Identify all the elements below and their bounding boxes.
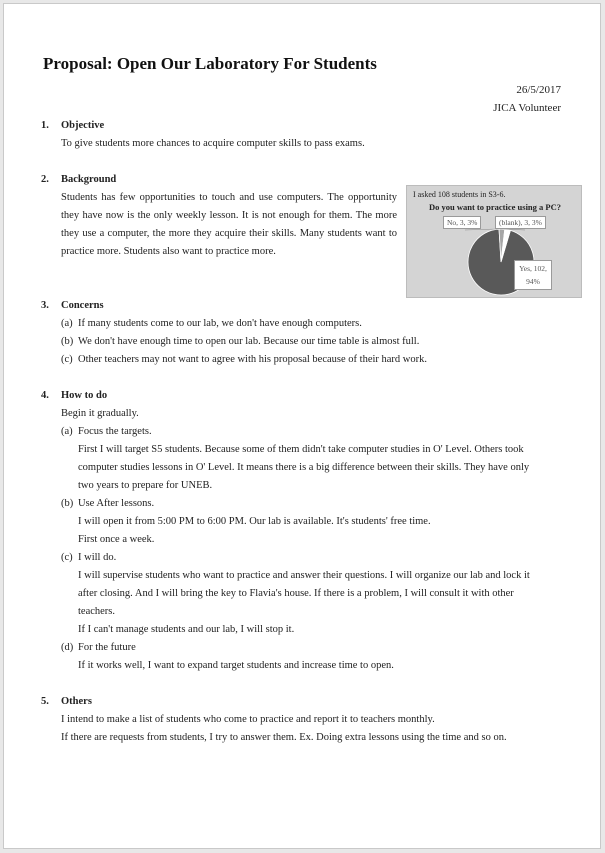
others-heading	[41, 693, 507, 711]
concerns-number: 3.	[41, 300, 49, 311]
others-line: If there are requests from students, I try to answer them. Ex. Doing extra lessons using the time and so on.	[61, 732, 507, 743]
howto-item-line: teachers.	[78, 606, 116, 617]
section-concerns	[41, 297, 427, 369]
section-how-to-do	[41, 387, 530, 675]
concern-item: (a) If many students come to our lab, we don't have enough computers.	[61, 318, 362, 329]
objective-text: To give students more chances to acquire computer skills to pass exams.	[61, 138, 365, 149]
others-title: Others	[61, 696, 92, 707]
concerns-title: Concerns	[61, 300, 104, 311]
howto-item-line: computer studies lessons in O' Level. It means there is a big difference between their skills. They have only	[78, 462, 530, 473]
chart-title: Do you want to practice using a PC?	[429, 202, 561, 212]
howto-item-line: two years to prepare for UNEB.	[78, 480, 213, 491]
objective-title: Objective	[61, 120, 105, 131]
background-text: Students has few opportunities to touch and use computers. The opportunity they have now is the only weekly lesson. It is not enough for them. The more they use a computer, the more they acquire their skills. Many students want to practice more. Students also want to practice more.	[61, 192, 397, 257]
background-number: 2.	[41, 174, 49, 185]
howto-item-line: I will open it from 5:00 PM to 6:00 PM. Our lab is available. It's students' free time.	[78, 516, 431, 527]
background-title: Background	[61, 174, 117, 185]
howto-heading	[41, 387, 530, 405]
document-page	[3, 3, 601, 849]
concerns-heading	[41, 297, 427, 315]
document-date: 26/5/2017	[516, 84, 561, 96]
howto-item-title: (c) I will do.	[61, 552, 117, 563]
howto-item-line: First once a week.	[78, 534, 155, 545]
howto-item-title: (d) For the future	[61, 642, 136, 653]
concern-item: (c) Other teachers may not want to agree with his proposal because of their hard work.	[61, 354, 428, 365]
chart-note: I asked 108 students in S3-6.	[413, 190, 506, 199]
concern-item: (b) We don't have enough time to open our lab. Because our time table is almost full.	[61, 336, 420, 347]
howto-title: How to do	[61, 390, 108, 401]
howto-intro: Begin it gradually.	[61, 408, 139, 419]
objective-heading	[41, 117, 365, 135]
others-number: 5.	[41, 696, 49, 707]
pie-chart	[406, 185, 582, 298]
howto-item-line: after closing. And I will bring the key to Flavia's house. If there is a problem, I will consult it with other	[78, 588, 514, 599]
data-label-blank: (blank), 3, 3%	[495, 216, 546, 229]
document-author: JICA Volunteer	[493, 102, 561, 114]
howto-item-line: First I will target S5 students. Because some of them didn't take computer studies in O' Level. Others took	[78, 444, 524, 455]
others-line: I intend to make a list of students who come to practice and report it to teachers monthly.	[61, 714, 435, 725]
section-background-heading	[41, 171, 116, 189]
data-label-yes: Yes, 102, 94%	[514, 260, 552, 290]
howto-item-line: If I can't manage students and our lab, I will stop it.	[78, 624, 295, 635]
howto-item-title: (a) Focus the targets.	[61, 426, 152, 437]
section-others	[41, 693, 507, 747]
document-title: Proposal: Open Our Laboratory For Students	[43, 54, 377, 73]
objective-number: 1.	[41, 120, 49, 131]
section-objective	[41, 117, 365, 153]
data-label-no: No, 3, 3%	[443, 216, 481, 229]
howto-item-line: If it works well, I want to expand target students and increase time to open.	[78, 660, 394, 671]
howto-item-title: (b) Use After lessons.	[61, 498, 155, 509]
howto-item-line: I will supervise students who want to practice and answer their questions. I will organize our lab and lock it	[78, 570, 530, 581]
howto-number: 4.	[41, 390, 49, 401]
